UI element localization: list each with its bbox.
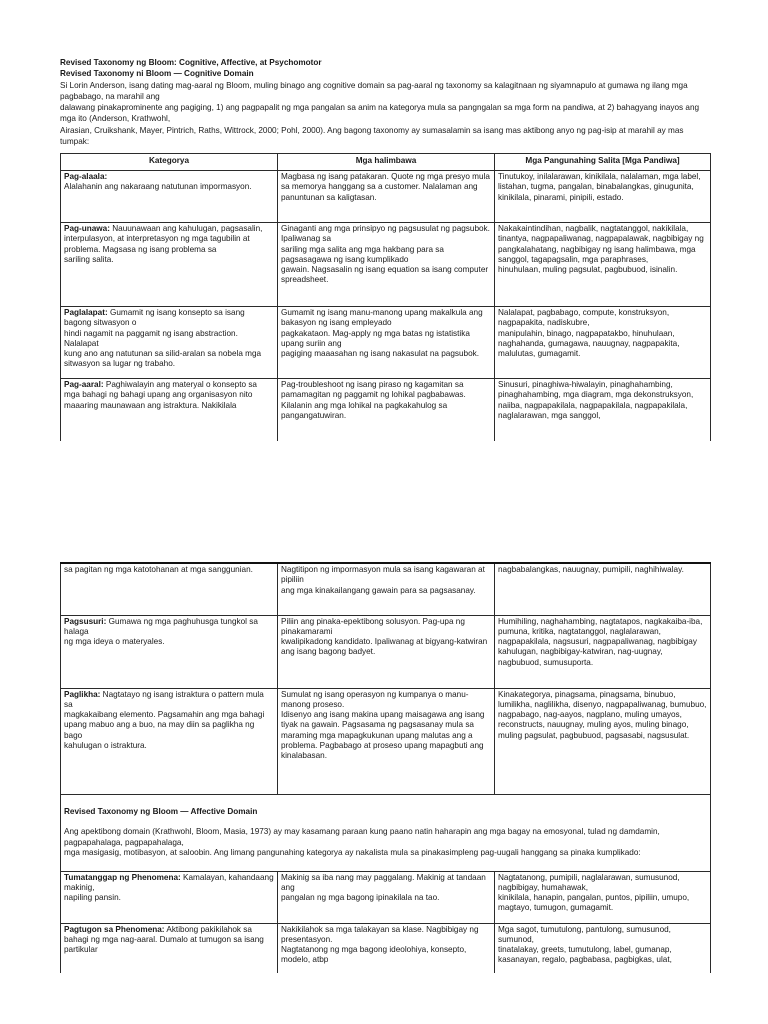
category-term: Pagtugon sa Phenomena: — [64, 924, 165, 934]
examples-cell: Nagtitipon ng impormasyon mula sa isang kagawaran at pipiliin ang mga kinakailangang gawain para sa pagsasanay. — [278, 563, 495, 615]
examples-cell: Pag-troubleshoot ng isang piraso ng kagamitan sa pamamagitan ng paggamit ng lohikal pagbabawas. Kilalanin ang mga lohikal na pagkakahulog sa pangangatuwiran. — [278, 379, 495, 441]
verbs-cell: Tinutukoy, inilalarawan, kinikilala, nalalaman, mga label, listahan, tugma, pangalan, binabalangkas, ginugunita, kinikilala, pinarami, pinipili, estado. — [495, 171, 711, 223]
examples-cell: Ginaganti ang mga prinsipyo ng pagsusulat ng pagsubok. Ipaliwanag sa sariling mga salita ang mga hakbang para sa pagsasagawa ng isang kumplikado gawain. Nagsasalin ng isang equation sa isang computer spreadsheet. — [278, 223, 495, 307]
category-cell — [61, 871, 278, 923]
category-cell — [61, 615, 278, 688]
examples-cell: Magbasa ng isang patakaran. Quote ng mga presyo mula sa memorya hanggang sa a customer. Nalalaman ang panuntunan sa kaligtasan. — [278, 171, 495, 223]
category-cell — [61, 563, 278, 615]
verbs-cell: Mga sagot, tumutulong, pantulong, sumusunod, sumunod, tinatalakay, greets, tumutulong, label, gumanap, kasanayan, regalo, pagbabasa, pagbigkas, ulat, — [495, 923, 711, 973]
category-term: Pag-aaral: — [64, 380, 104, 389]
table-row — [61, 171, 711, 223]
category-cell — [61, 171, 278, 223]
category-desc: Paghiwalayin ang materyal o konsepto sa mga bahagi ng bahagi upang ang organisasyon nito maaaring maunawaan ang istraktura. Nakikilala — [64, 380, 257, 410]
table-row — [61, 379, 711, 441]
category-term: Paglikha: — [64, 689, 101, 699]
verbs-cell: nagbabalangkas, nauugnay, pumipili, naghihiwalay. — [495, 563, 711, 615]
category-cell — [61, 688, 278, 794]
category-term: Pag-alaala: — [64, 172, 108, 181]
category-desc: Kamalayan, kahandaang makinig, napiling pansin. — [64, 872, 274, 903]
category-term: Pagsusuri: — [64, 616, 107, 626]
header-kategorya: Kategorya — [61, 154, 278, 171]
examples-cell: Piliin ang pinaka-epektibong solusyon. Pag-upa ng pinakamarami kwalipikadong kandidato. Ipaliwanag at bigyang-katwiran ang isang bagong badyet. — [278, 615, 495, 688]
table-row — [61, 688, 711, 794]
category-term: Paglalapat: — [64, 308, 108, 317]
intro-section — [60, 57, 710, 147]
category-cell — [61, 223, 278, 307]
intro-paragraph: Si Lorin Anderson, isang dating mag-aaral ng Bloom, muling binago ang cognitive domain sa pag-aaral ng taxonomy sa kalagitnaan ng siyamnapulo at gumawa ng ilang mga pagbabago, na marahil ang dalawang pinakaprominente ang pagiging, 1) ang pagpapalit ng mga pangalan sa anim na kategorya mula sa pangngalan sa mga form na pandiwa, at 2) bahagyang inayos ang mga ito (Anderson, Krathwohl, Airasian, Cruikshank, Mayer, Pintrich, Raths, Wittrock, 2000; Pohl, 2000). Ang bagong taxonomy ay sumasalamin sa isang mas aktibong anyo ng pag-isip at marahil ay mas tumpak: — [60, 80, 700, 147]
category-desc: Gumawa ng mga paghuhusga tungkol sa halaga ng mga ideya o materyales. — [64, 616, 258, 647]
table-row — [61, 615, 711, 688]
examples-cell: Makinig sa iba nang may paggalang. Makinig at tandaan ang pangalan ng mga bagong ipinakilala na tao. — [278, 871, 495, 923]
category-term: Pag-unawa: — [64, 224, 110, 233]
category-desc: Gumamit ng isang konsepto sa isang bagong sitwasyon o hindi nagamit na paggamit ng isang abstraction. Nalalapat kung ano ang natutunan sa silid-aralan sa nobela mga sitwasyon sa lugar ng trabaho. — [64, 308, 262, 369]
table-row — [61, 871, 711, 923]
table-row — [61, 223, 711, 307]
table-row — [61, 563, 711, 615]
examples-cell: Gumamit ng isang manu-manong upang makalkula ang bakasyon ng isang empleyado pagkakataon. Mag-apply ng mga batas ng istatistika upang suriin ang pagiging maaasahan ng isang nakasulat na pagsubok. — [278, 307, 495, 379]
verbs-cell: Nalalapat, pagbabago, compute, konstruksyon, nagpapakita, nadiskubre, manipulahin, binago, nagpapatakbo, hinuhulaan, naghahanda, gumagawa, nauugnay, nagpapakita, malulutas, gumagamit. — [495, 307, 711, 379]
verbs-cell: Humihiling, naghahambing, nagtatapos, nagkakaiba-iba, pumuna, kritika, nagtatanggol, naglalarawan, nagpapakilala, nagsusuri, nagpapaliwanag, nagbibigay kahulugan, nagbibigay-katwiran, nag-uugnay, nagbubuod, sumusuporta. — [495, 615, 711, 688]
affective-domain-paragraph: Ang apektibong domain (Krathwohl, Bloom, Masia, 1973) ay may kasamang paraan kung paano natin haharapin ang mga bagay na emosyonal, tulad ng damdamin, pagpapahalaga, pagpapahalaga, mga masigasig, motibasyon, at saloobin. Ang limang pangunahing kategorya ay nakalista mula sa pinakasimpleng pag-uugali hanggang sa pinaka kumplikado: — [64, 827, 660, 857]
table-header-row — [61, 154, 711, 171]
category-desc: Nauunawaan ang kahulugan, pagsasalin, interpulasyon, at interpretasyon ng mga tagubilin at problema. Magsasa ng isang problema sa sariling salita. — [64, 224, 263, 264]
document-title: Revised Taxonomy ng Bloom: Cognitive, Affective, at Psychomotor — [60, 58, 322, 67]
category-desc: Nagtatayo ng isang istraktura o pattern mula sa magkakaibang elemento. Pagsamahin ang mga bahagi upang mabuo ang a buo, na may diin sa paglikha ng bago kahulugan o istraktura. — [64, 689, 265, 750]
examples-cell: Sumulat ng isang operasyon ng kumpanya o manu-manong proseso. Idisenyo ang isang makina upang maisagawa ang isang tiyak na gawain. Pagsasama ng pagsasanay mula sa maraming mga mapagkukunan upang malutas ang a problema. Pagbabago at proseso upang mapagbuti ang kinalabasan. — [278, 688, 495, 794]
header-halimbawa: Mga halimbawa — [278, 154, 495, 171]
examples-cell: Nakikilahok sa mga talakayan sa klase. Nagbibigay ng presentasyon. Nagtatanong ng mga bagong ideolohiya, konsepto, modelo, atbp — [278, 923, 495, 973]
verbs-cell: Kinakategorya, pinagsama, pinagsama, binubuo, lumilikha, naglilikha, disenyo, nagpapaliwanag, bumubuo, nagpabago, nag-aayos, nagplano, muling umayos, reconstructs, nauugnay, muling ayos, muling binago, muling pagsulat, pagbubuod, pagsasabi, nagsusulat. — [495, 688, 711, 794]
verbs-cell: Nakakaintindihan, nagbalik, nagtatanggol, nakikilala, tinantya, nagpapaliwanag, nagpapalawak, nagbibigay ng pangkalahatang, nagbibigay ng isang halimbawa, mga sanggol, tagapagsalin, mga paraphrases, hinuhulaan, muling pagsulat, pagbubuod, isinalin. — [495, 223, 711, 307]
category-cell — [61, 379, 278, 441]
category-cell — [61, 923, 278, 973]
header-pandiwa: Mga Pangunahing Salita [Mga Pandiwa] — [495, 154, 711, 171]
category-desc: sa pagitan ng mga katotohanan at mga sanggunian. — [64, 565, 253, 574]
category-desc: Alalahanin ang nakaraang natutunan impormasyon. — [64, 182, 252, 192]
category-term: Tumatanggap ng Phenomena: — [64, 872, 181, 882]
cognitive-table-part1 — [60, 153, 711, 441]
table-row — [61, 307, 711, 379]
cognitive-table-part2 — [60, 562, 711, 973]
affective-domain-row — [61, 794, 711, 871]
cognitive-domain-heading: Revised Taxonomy ni Bloom — Cognitive Domain — [60, 69, 254, 79]
category-cell — [61, 307, 278, 379]
table-row — [61, 923, 711, 973]
verbs-cell: Nagtatanong, pumipili, naglalarawan, sumusunod, nagbibigay, humahawak, kinikilala, hanapin, pangalan, puntos, pipiliin, umupo, magtayo, tumugon, gumagamit. — [495, 871, 711, 923]
affective-domain-cell — [61, 794, 711, 871]
verbs-cell: Sinusuri, pinaghiwa-hiwalayin, pinaghahambing, pinaghahambing, mga diagram, mga dekonstruksyon, naiiba, nagpapakilala, nagpapakilala, nagpapakilala, naglalarawan, mga sanggol, — [495, 379, 711, 441]
category-desc: Aktibong pakikilahok sa bahagi ng mga nag-aaral. Dumalo at tumugon sa isang partikular — [64, 924, 264, 955]
affective-domain-heading: Revised Taxonomy ng Bloom — Affective Domain — [64, 806, 258, 816]
